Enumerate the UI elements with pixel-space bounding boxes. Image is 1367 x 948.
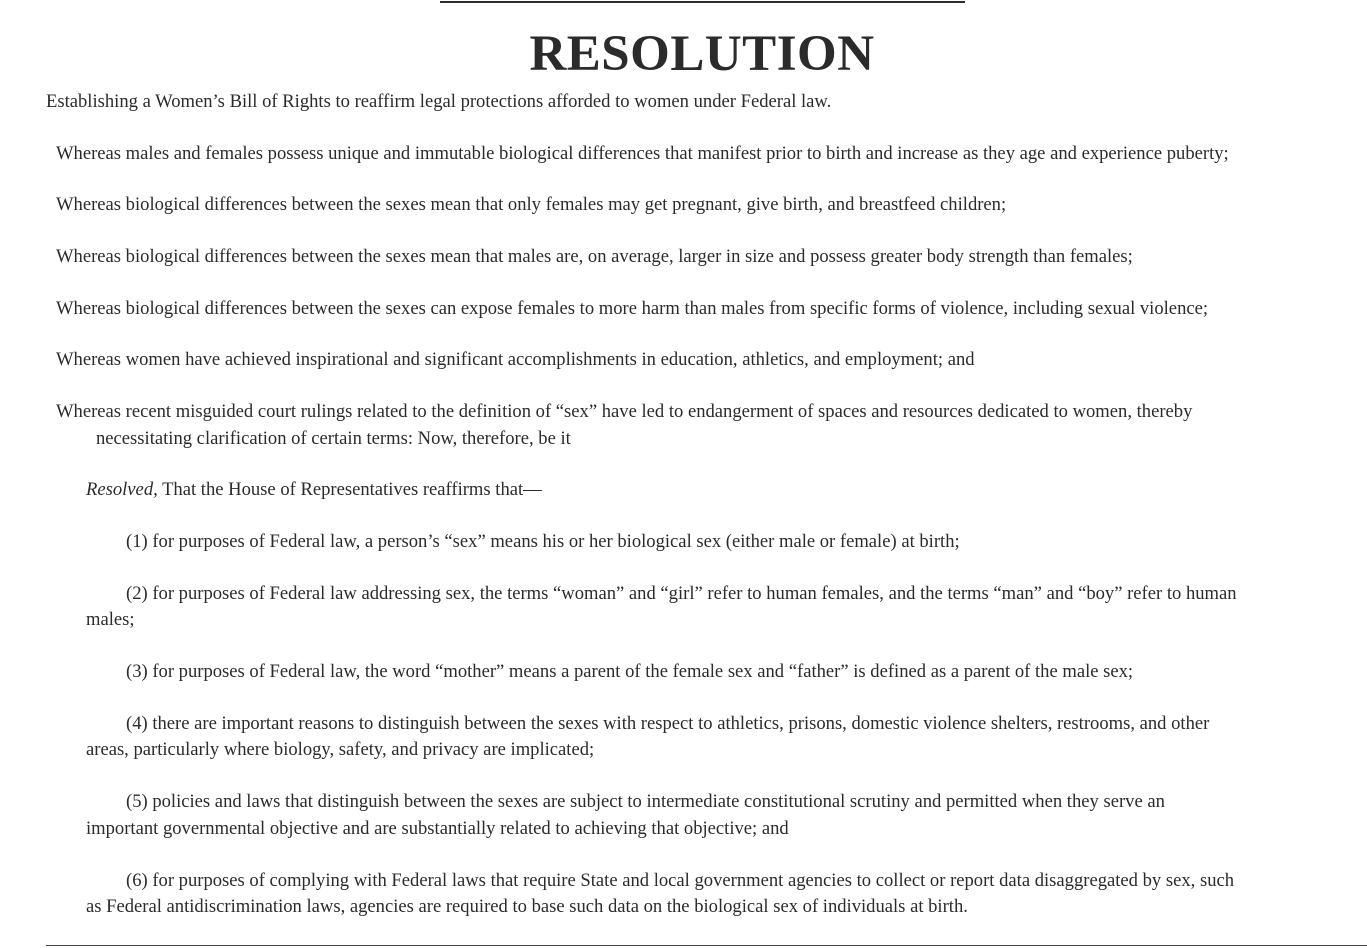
top-divider <box>440 1 965 3</box>
resolved-text: That the House of Representatives reaffirms that— <box>157 479 542 500</box>
clause-5-line-1: (5) policies and laws that distinguish between the sexes are subject to intermediate constitutional scrutiny and permitted when they serve an <box>126 791 1165 812</box>
whereas-clause-5: Whereas women have achieved inspirational and significant accomplishments in education, athletics, and employment; and <box>56 349 975 370</box>
purpose-statement: Establishing a Women’s Bill of Rights to reaffirm legal protections afforded to women under Federal law. <box>46 91 832 112</box>
whereas-clause-6-line-2: necessitating clarification of certain terms: Now, therefore, be it <box>96 428 571 449</box>
clause-2-line-1: (2) for purposes of Federal law addressing sex, the terms “woman” and “girl” refer to human females, and the terms “man” and “boy” refer to human <box>126 583 1237 604</box>
resolved-label: Resolved, <box>86 479 158 500</box>
resolved-clause <box>86 477 542 503</box>
clause-5-line-2: important governmental objective and are substantially related to achieving that objective; and <box>86 818 789 839</box>
clause-4-line-2: areas, particularly where biology, safety, and privacy are implicated; <box>86 739 595 760</box>
clause-3-line-1: (3) for purposes of Federal law, the word “mother” means a parent of the female sex and “father” is defined as a parent of the male sex; <box>126 661 1134 682</box>
whereas-clause-3: Whereas biological differences between the sexes mean that males are, on average, larger in size and possess greater body strength than females; <box>56 246 1133 267</box>
whereas-clause-2: Whereas biological differences between the sexes mean that only females may get pregnant, give birth, and breastfeed children; <box>56 194 1007 215</box>
page-title: RESOLUTION <box>529 26 875 82</box>
clause-6-line-1: (6) for purposes of complying with Federal laws that require State and local government agencies to collect or report data disaggregated by sex, such <box>126 870 1235 891</box>
clause-1-line-1: (1) for purposes of Federal law, a person’s “sex” means his or her biological sex (either male or female) at birth; <box>126 531 960 552</box>
clause-4-line-1: (4) there are important reasons to distinguish between the sexes with respect to athletics, prisons, domestic violence shelters, restrooms, and other <box>126 713 1210 734</box>
clause-6-line-2: as Federal antidiscrimination laws, agencies are required to base such data on the biological sex of individuals at birth. <box>86 896 968 917</box>
whereas-clause-1: Whereas males and females possess unique and immutable biological differences that manifest prior to birth and increase as they age and experience puberty; <box>56 143 1229 164</box>
whereas-clause-4: Whereas biological differences between the sexes can expose females to more harm than males from specific forms of violence, including sexual violence; <box>56 298 1209 319</box>
clause-2-line-2: males; <box>86 609 135 630</box>
whereas-clause-6-line-1: Whereas recent misguided court rulings related to the definition of “sex” have led to endangerment of spaces and resources dedicated to women, thereby <box>56 401 1193 422</box>
bottom-divider <box>46 945 1367 946</box>
